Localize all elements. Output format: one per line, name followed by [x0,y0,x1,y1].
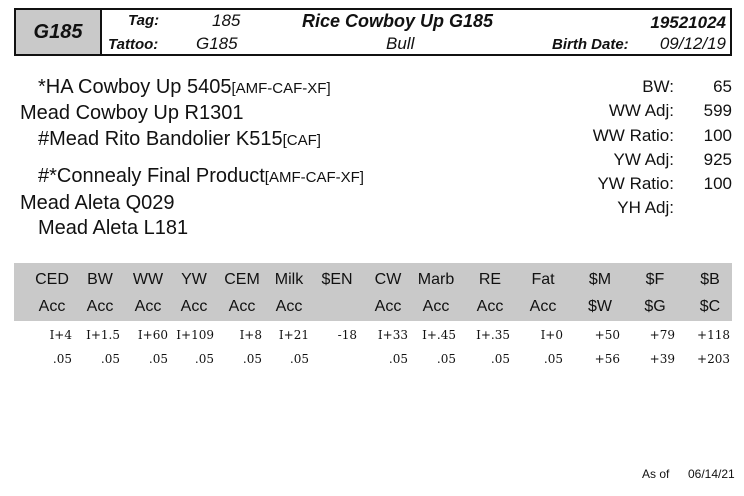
epd-subheader: Acc [134,298,162,315]
epd-subheader: Acc [422,298,450,315]
epd-subheader: Acc [529,298,557,315]
epd-value: +118 [697,328,730,342]
epd-value: +79 [649,328,675,342]
epd-header: $B [700,271,720,288]
epd-accuracy: .05 [100,352,120,366]
animal-sex: Bull [386,34,415,53]
epd-header: WW [132,271,164,288]
stat-label: BW: [642,77,674,96]
epd-accuracy: .05 [194,352,214,366]
epd-header: CEM [224,271,260,288]
epd-header: $M [588,271,612,288]
stat-label: WW Ratio: [592,126,674,145]
as-of-label: As of [642,467,670,481]
pedigree-dam: Mead Aleta Q029 [20,192,175,214]
epd-value: I+.35 [476,328,510,342]
epd-subheader: Acc [180,298,208,315]
epd-value: I+1.5 [86,328,120,342]
epd-header: Fat [531,271,555,288]
epd-value: I+.45 [422,328,456,342]
epd-subheader: $C [699,298,721,315]
epd-value: I+8 [239,328,262,342]
epd-accuracy: .05 [289,352,309,366]
stat-value: 599 [703,101,732,120]
epd-value: I+0 [540,328,563,342]
pedigree-sire-dam: #Mead Rito Bandolier K515[CAF] [38,128,321,150]
epd-header: RE [478,271,502,288]
epd-header: YW [181,271,207,288]
epd-subheader: Acc [38,298,66,315]
epd-accuracy: .05 [543,352,563,366]
birth-date-label: Birth Date: [552,36,629,53]
stat-value: 925 [703,150,732,169]
animal-header [14,8,732,56]
epd-accuracy: .05 [52,352,72,366]
stat-label: YH Adj: [617,198,674,217]
tag-label: Tag: [128,12,160,29]
pedigree-sire: Mead Cowboy Up R1301 [20,102,244,124]
tattoo-value: G185 [196,34,238,53]
epd-value: -18 [337,328,357,342]
stat-label: YW Adj: [613,150,674,169]
epd-value: I+21 [278,328,309,342]
registration-number: 19521024 [650,13,726,32]
stat-value: 100 [703,126,732,145]
epd-value: +50 [594,328,620,342]
pedigree-sire-sire: *HA Cowboy Up 5405[AMF-CAF-XF] [38,76,331,98]
epd-subheader: $W [588,298,612,315]
stat-label: YW Ratio: [597,174,674,193]
epd-subheader: Acc [228,298,256,315]
tattoo-label: Tattoo: [108,36,159,53]
stat-value: 65 [713,77,732,96]
epd-accuracy: .05 [490,352,510,366]
epd-header: $EN [321,271,353,288]
birth-date: 09/12/19 [659,34,726,53]
epd-header: CW [374,271,402,288]
epd-accuracy: +203 [697,352,730,366]
epd-value: I+4 [49,328,72,342]
epd-header: Marb [417,271,455,288]
epd-subheader: Acc [86,298,114,315]
epd-value: I+60 [137,328,168,342]
stat-label: WW Adj: [608,101,674,120]
pedigree-dam-dam: Mead Aleta L181 [38,217,189,239]
epd-accuracy: .05 [148,352,168,366]
epd-accuracy: .05 [388,352,408,366]
epd-subheader: Acc [374,298,402,315]
epd-header: $F [645,271,665,288]
epd-subheader: Acc [476,298,504,315]
epd-accuracy: .05 [242,352,262,366]
epd-value: I+109 [176,328,214,342]
epd-accuracy: +56 [594,352,620,366]
pedigree-dam-sire: #*Connealy Final Product[AMF-CAF-XF] [38,165,364,187]
epd-header: Milk [274,271,304,288]
as-of-date: 06/14/21 [688,467,735,481]
epd-subheader: $G [644,298,666,315]
epd-value: I+33 [377,328,408,342]
epd-accuracy: +39 [649,352,675,366]
tag-value: 185 [212,11,241,30]
epd-header: CED [35,271,69,288]
epd-header: BW [87,271,113,288]
epd-accuracy: .05 [436,352,456,366]
animal-name: Rice Cowboy Up G185 [302,11,494,31]
lot-number: G185 [16,10,102,54]
epd-subheader: Acc [275,298,303,315]
stat-value: 100 [703,174,732,193]
